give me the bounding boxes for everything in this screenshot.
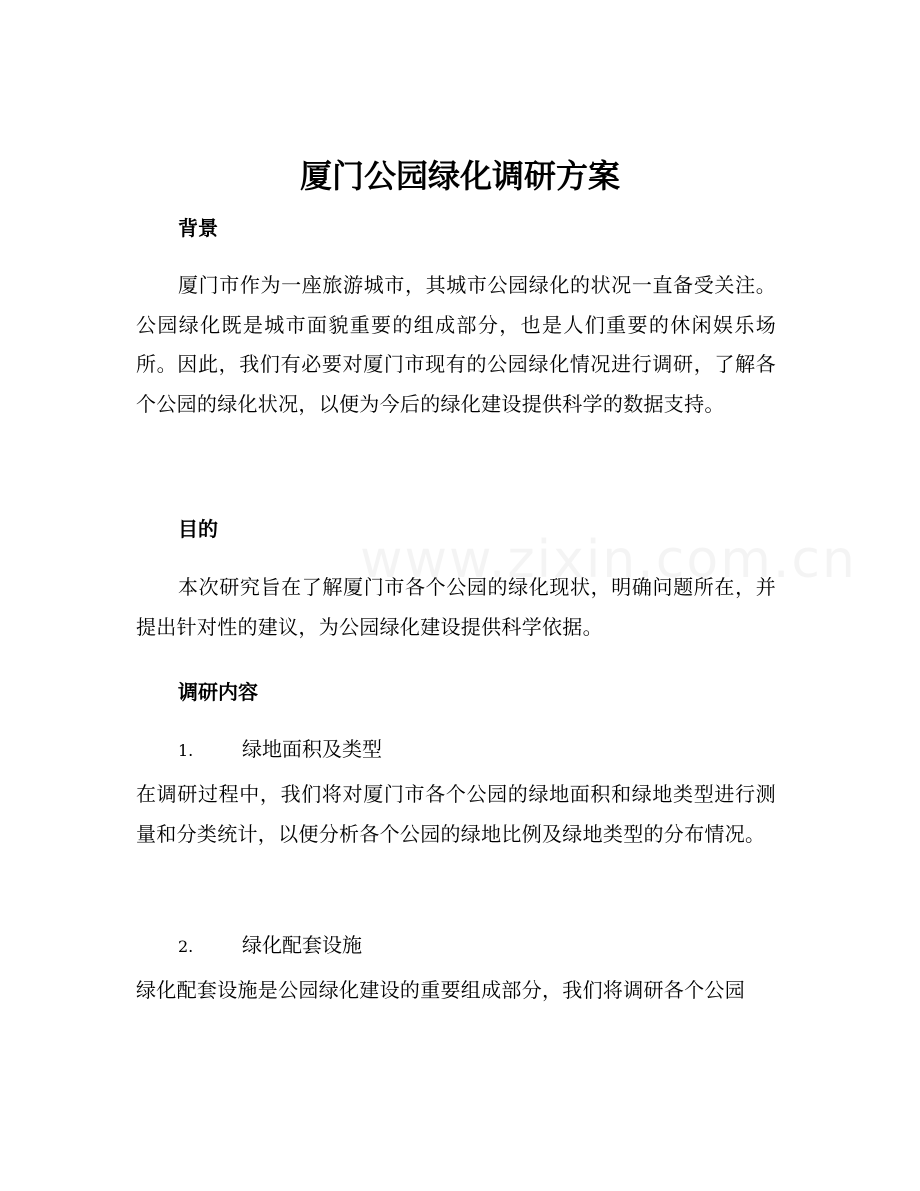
document-title: 厦门公园绿化调研方案: [299, 157, 620, 195]
item-1-paragraph: 在调研过程中，我们将对厦门市各个公园的绿地面积和绿地类型进行测量和分类统计，以便分析各个公园的绿地比例及绿地类型的分布情况。: [136, 782, 776, 846]
background-paragraph: 厦门市作为一座旅游城市，其城市公园绿化的状况一直备受关注。公园绿化既是城市面貌重要的组成部分，也是人们重要的休闲娱乐场所。因此，我们有必要对厦门市现有的公园绿化情况进行调研，了解各个公园的绿化状况，以便为今后的绿化建设提供科学的数据支持。: [136, 273, 776, 416]
section-heading-content: 调研内容: [178, 680, 258, 704]
list-item-label: 绿化配套设施: [242, 933, 362, 957]
item-2-paragraph: 绿化配套设施是公园绿化建设的重要组成部分，我们将调研各个公园: [136, 978, 745, 1002]
section-heading-purpose: 目的: [178, 517, 218, 541]
list-item-2: [178, 930, 362, 962]
list-item-number: 1.: [178, 741, 194, 760]
purpose-paragraph: 本次研究旨在了解厦门市各个公园的绿化现状，明确问题所在，并提出针对性的建议，为公园绿化建设提供科学依据。: [136, 575, 776, 639]
list-item-1: [178, 734, 382, 766]
list-item-label: 绿地面积及类型: [242, 737, 382, 761]
section-heading-background: 背景: [178, 216, 218, 240]
list-item-number: 2.: [178, 937, 194, 956]
